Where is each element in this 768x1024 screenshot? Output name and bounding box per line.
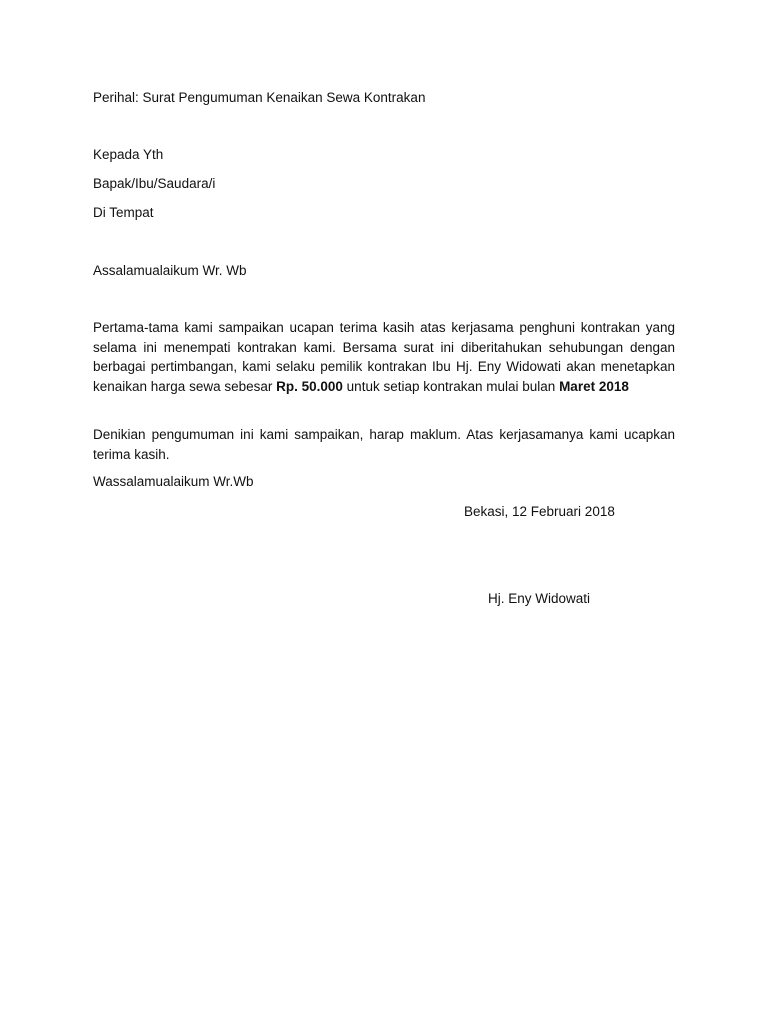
body-paragraph-1-text-a: Pertama-tama kami sampaikan ucapan terima kasih atas kerjasama penghuni kontrakan yang selama ini menempati kontrakan kami. Bersama surat ini diberitahukan sehubungan dengan berbagai pertimbangan, kami selaku pemilik kontrakan Ibu Hj. Eny Widowati akan menetapkan kenaikan harga sewa sebesar bbox=[93, 320, 675, 394]
opening-greeting: Assalamualaikum Wr. Wb bbox=[93, 263, 247, 278]
body-paragraph-2: Denikian pengumuman ini kami sampaikan, harap maklum. Atas kerjasamanya kami ucapkan terima kasih. bbox=[93, 427, 675, 462]
recipient-line-2: Bapak/Ibu/Saudara/i bbox=[93, 176, 216, 191]
closing-greeting: Wassalamualaikum Wr.Wb bbox=[93, 474, 254, 489]
recipient-line-1: Kepada Yth bbox=[93, 147, 164, 162]
effective-month: Maret 2018 bbox=[559, 378, 629, 394]
letter-subject: Perihal: Surat Pengumuman Kenaikan Sewa Kontrakan bbox=[93, 90, 426, 105]
rent-increase-amount: Rp. 50.000 bbox=[276, 378, 343, 394]
recipient-line-3: Di Tempat bbox=[93, 205, 154, 220]
signer-name: Hj. Eny Widowati bbox=[488, 591, 591, 606]
place-and-date: Bekasi, 12 Februari 2018 bbox=[464, 504, 615, 519]
body-paragraph-1 bbox=[93, 318, 675, 396]
body-paragraph-1-text-b: untuk setiap kontrakan mulai bulan bbox=[342, 378, 560, 394]
